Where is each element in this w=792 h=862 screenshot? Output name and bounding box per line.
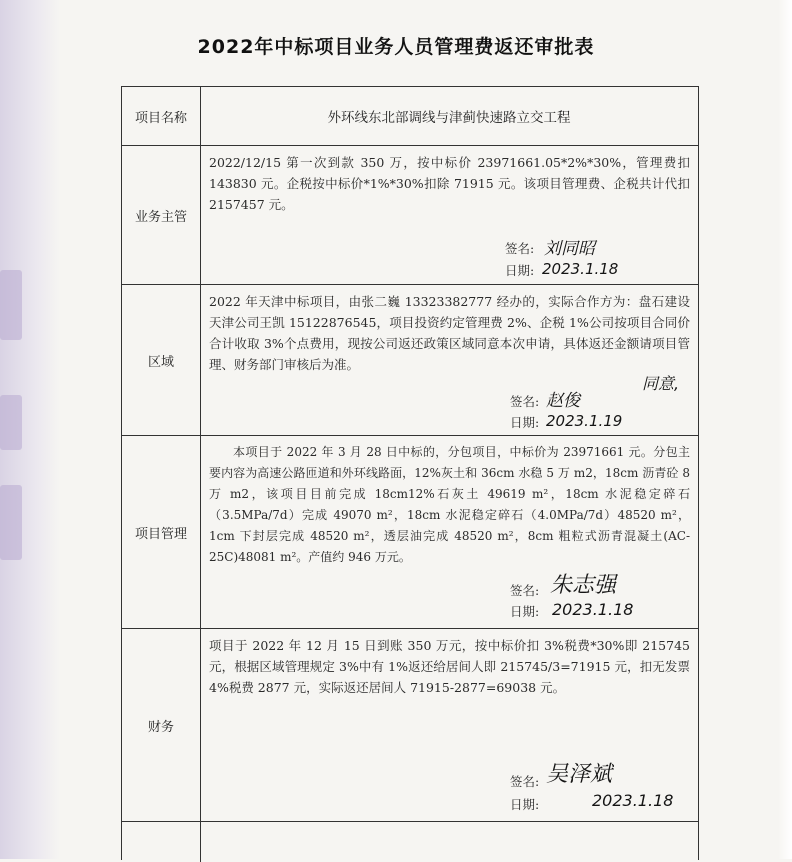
empty-row [122,822,698,862]
project-name-value: 外环线东北部调线与津蓟快速路立交工程 [327,110,571,126]
redaction-blur [0,395,22,450]
date-label: 日期: [510,797,540,812]
form-title: 2022年中标项目业务人员管理费返还审批表 [197,36,595,58]
sign-label: 签名: [510,583,540,598]
sign-label: 签名: [505,241,535,256]
finance-row [122,629,698,822]
empty-row-label [122,822,201,862]
approval-form-table [121,86,699,860]
page-edge [778,0,792,859]
handwritten-date: 2023.1.18 [592,791,674,810]
date-label: 日期: [510,415,540,430]
project-management-text: 本项目于 2022 年 3 月 28 日中标的，分包项目，中标价为 23971661 元。分包主要内容为高速公路匝道和外环线路面，12%灰土和 36cm 水稳 5 万 m2，18cm 沥青砼 8 万 m2，该项目目前完成 18cm12%石灰土 49619 m²，18cm 水泥稳定碎石（3.5MPa/7d）完成 49070 m²，18cm 水泥稳定碎石（4.0MPa/7d）48520 m²，1cm 下封层完成 48520 m²，透层油完成 48520 m²，8cm 粗粒式沥青混凝土(AC-25C)48081 m²。产值约 946 万元。 [209,445,690,564]
project-management-label: 项目管理 [122,436,201,628]
business-manager-row [122,146,698,285]
project-name-label: 项目名称 [122,87,201,145]
signature: 刘同昭 [544,239,595,259]
sign-label: 签名: [510,394,540,409]
signature: 朱志强 [550,573,617,598]
signature: 赵俊 [546,391,580,411]
handwritten-date: 2023.1.18 [552,600,634,619]
business-manager-text: 2022/12/15 第一次到款 350 万，按中标价 23971661.05*2%*30%，管理费扣 143830 元。企税按中标价*1%*30%扣除 71915 元。该项目管理费、企税共计代扣 2157457 元。 [209,155,690,212]
finance-label: 财务 [122,629,201,821]
finance-text: 项目于 2022 年 12 月 15 日到账 350 万元，按中标价扣 3%税费*30%即 215745 元，根据区域管理规定 3%中有 1%返还给居间人即 215745/3=71915 元，扣无发票 4%税费 2877 元，实际返还居间人 71915-2877=69038 元。 [209,638,690,695]
region-text: 2022 年天津中标项目，由张二巍 13323382777 经办的，实际合作方为：盘石建设天津公司王凯 15122876545，项目投资约定管理费 2%、企税 1%公司按项目合同价合计收取 3%个点费用，现按公司返还政策区域同意本次申请，具体返还金额请项目管理、财务部门审核后为准。 [209,294,690,372]
project-name-row [122,87,698,146]
business-manager-label: 业务主管 [122,146,201,284]
approval-note: 同意, [642,374,680,393]
redaction-blur [0,270,22,340]
region-label: 区域 [122,285,201,435]
handwritten-date: 2023.1.19 [546,412,623,430]
date-label: 日期: [510,604,540,619]
signature: 吴泽斌 [546,762,613,787]
handwritten-date: 2023.1.18 [542,260,619,278]
redaction-blur [0,485,22,560]
region-row [122,285,698,436]
date-label: 日期: [505,263,535,278]
sign-label: 签名: [510,774,540,789]
project-management-row [122,436,698,629]
